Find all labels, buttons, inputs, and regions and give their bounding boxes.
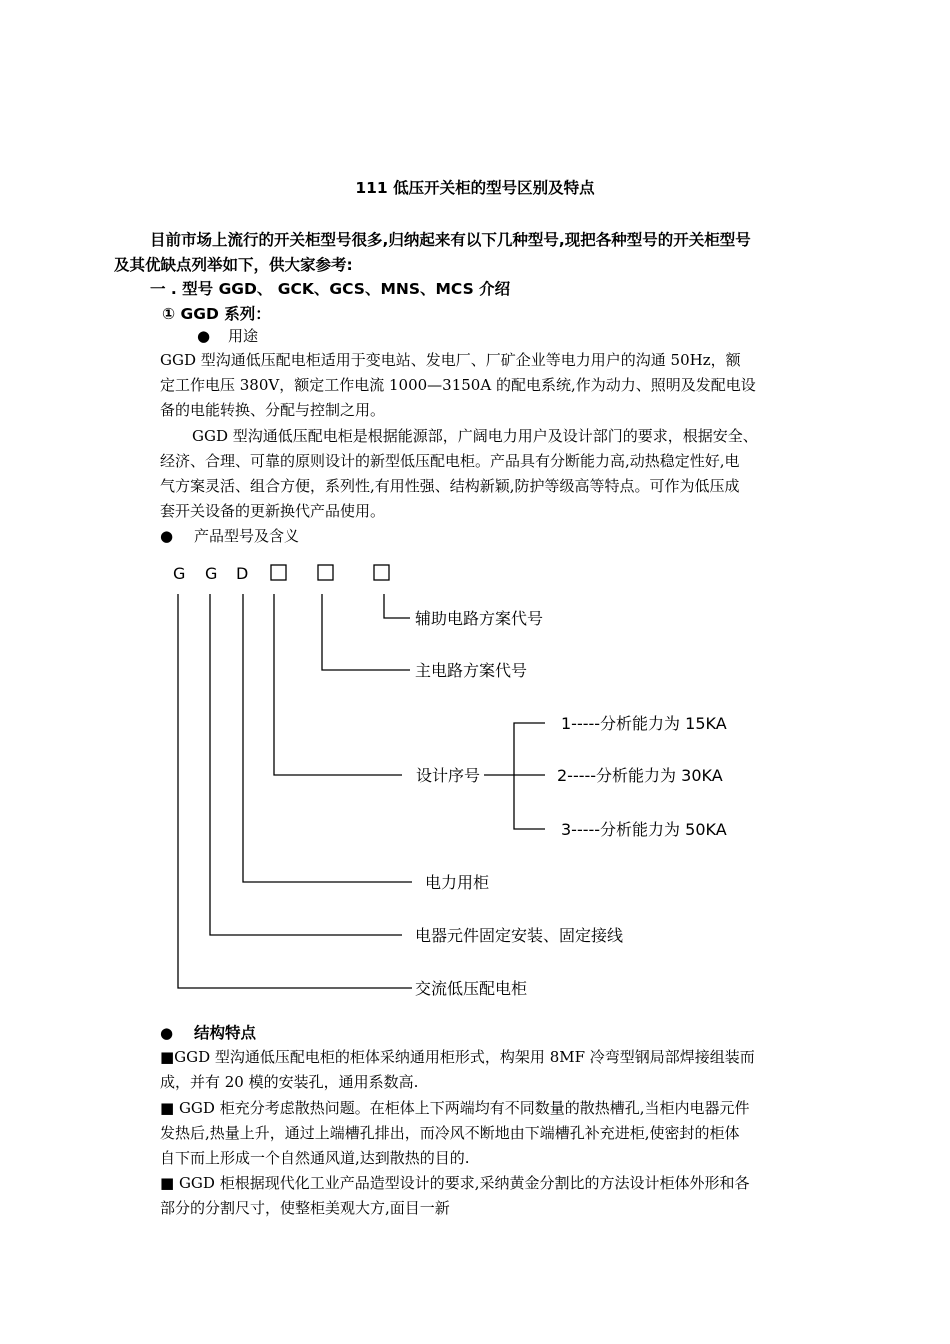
text-line: 经济、合理、可靠的原则设计的新型低压配电柜。产品具有分断能力高,动热稳定性好,电 [160, 452, 740, 470]
intro-line-1: 目前市场上流行的开关柜型号很多,归纳起来有以下几种型号,现把各种型号的开关柜型号 [150, 231, 751, 249]
text-line: 定工作电压 380V，额定工作电流 1000—3150A 的配电系统,作为动力、照明及发配电设 [160, 376, 756, 394]
text-line: 成，并有 20 模的安装孔，通用系数高. [160, 1073, 419, 1091]
connector-fixed [210, 594, 402, 935]
text-line: ■ GGD 柜根据现代化工业产品造型设计的要求,采纳黄金分割比的方法设计柜体外形和各 [160, 1174, 750, 1192]
text-line: 部分的分割尺寸，使整柜美观大方,面目一新 [160, 1199, 450, 1217]
structure-bullet: ● [160, 1024, 174, 1042]
letter-d: D [236, 564, 249, 583]
label-ac-cabinet: 交流低压配电柜 [415, 979, 528, 998]
label-main-circuit: 主电路方案代号 [415, 661, 528, 680]
model-heading: 产品型号及含义 [194, 527, 300, 545]
text-line: 发热后,热量上升，通过上端槽孔排出，而冷风不断地由下端槽孔补充进柜,使密封的柜体 [160, 1124, 740, 1142]
label-power-cabinet: 电力用柜 [425, 873, 490, 892]
structure-paragraph-2 [160, 1096, 749, 1171]
label-option-3: 3-----分析能力为 50KA [561, 820, 727, 839]
structure-heading: 结构特点 [194, 1024, 257, 1042]
connector-design [274, 594, 402, 775]
subsection-heading: ① GGD 系列： [162, 305, 271, 323]
label-aux-circuit: 辅助电路方案代号 [415, 609, 544, 628]
text-line: GGD 型沟通低压配电柜适用于变电站、发电厂、厂矿企业等电力用户的沟通 50Hz，额 [160, 351, 741, 369]
placeholder-box-1 [271, 565, 286, 580]
usage-bullet: ● [197, 327, 211, 345]
bracket-options [514, 723, 545, 829]
text-line: GGD 型沟通低压配电柜是根据能源部，广阔电力用户及设计部门的要求，根据安全、 [192, 427, 758, 445]
text-line: 自下而上形成一个自然通风道,达到散热的目的. [160, 1149, 470, 1167]
connector-power [243, 594, 412, 882]
intro-line-2: 及其优缺点列举如下，供大家参考: [114, 256, 353, 274]
connector-main [322, 594, 410, 670]
text-line: ■GGD 型沟通低压配电柜的柜体采纳通用柜形式，构架用 8MF 冷弯型钢局部焊接组装而 [160, 1048, 755, 1066]
connector-aux [384, 594, 410, 618]
text-line: 备的电能转换、分配与控制之用。 [160, 401, 386, 419]
connector-ac [178, 594, 412, 988]
label-option-1: 1-----分析能力为 15KA [561, 714, 727, 733]
letter-g-1: G [173, 564, 186, 583]
page-title: 111 低压开关柜的型号区别及特点 [355, 179, 595, 197]
placeholder-box-3 [374, 565, 389, 580]
section-heading: 一 . 型号 GGD、 GCK、GCS、MNS、MCS 介绍 [150, 280, 511, 298]
placeholder-box-2 [318, 565, 333, 580]
structure-paragraph-1 [160, 1045, 755, 1095]
model-bullet: ● [160, 527, 174, 545]
text-line: 套开关设备的更新换代产品使用。 [160, 502, 386, 520]
letter-g-2: G [205, 564, 218, 583]
label-option-2: 2-----分析能力为 30KA [557, 766, 723, 785]
text-line: ■ GGD 柜充分考虑散热问题。在柜体上下两端均有不同数量的散热槽孔,当柜内电器元件 [160, 1099, 750, 1117]
text-line: 气方案灵活、组合方便，系列性,有用性强、结构新颖,防护等级高等特点。可作为低压成 [160, 477, 740, 495]
usage-heading: 用途 [228, 327, 259, 345]
label-fixed-install: 电器元件固定安装、固定接线 [415, 926, 624, 945]
label-design-number: 设计序号 [416, 766, 481, 785]
structure-paragraph-3 [160, 1171, 749, 1221]
